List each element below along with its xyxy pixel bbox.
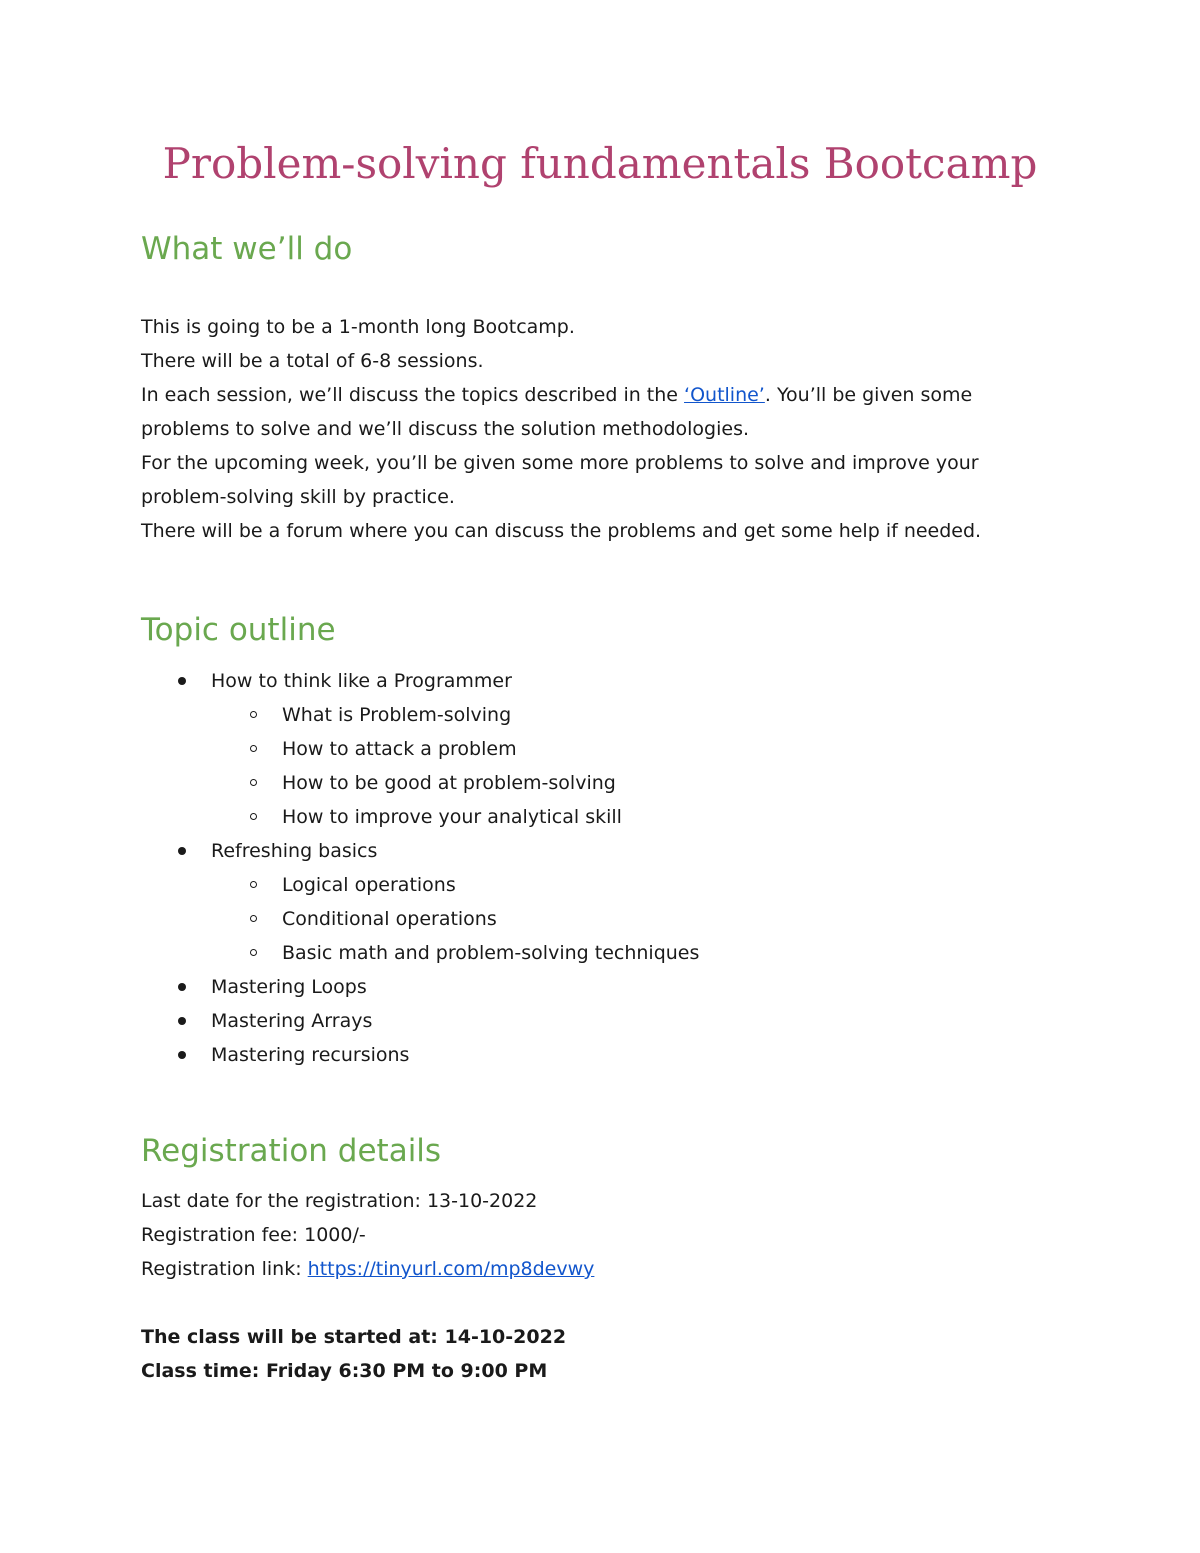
list-item-label: Mastering Loops [211,976,367,998]
list-item [141,664,1041,698]
filled-bullet-icon [178,677,186,685]
registration-link[interactable]: https://tinyurl.com/mp8devwy [307,1258,595,1280]
list-item [141,902,1041,936]
list-item [141,868,1041,902]
intro-line: problem-solving skill by practice. [141,486,455,508]
section-heading-topic-outline: Topic outline [141,612,336,648]
list-item-label: How to think like a Programmer [211,670,512,692]
intro-line: For the upcoming week, you’ll be given some more problems to solve and improve your [141,452,979,474]
list-item [141,800,1041,834]
intro-line: problems to solve and we’ll discuss the solution methodologies. [141,418,750,440]
list-item-label: How to be good at problem-solving [282,772,616,794]
list-item-label: Refreshing basics [211,840,378,862]
section-heading-what-well-do: What we’ll do [141,231,353,267]
outline-link[interactable]: ‘Outline’ [684,384,765,406]
class-time: Class time: Friday 6:30 PM to 9:00 PM [141,1360,548,1382]
hollow-bullet-icon [250,949,257,956]
intro-line: There will be a forum where you can discuss the problems and get some help if needed. [141,520,982,542]
filled-bullet-icon [178,983,186,991]
hollow-bullet-icon [250,813,257,820]
hollow-bullet-icon [250,881,257,888]
list-item [141,1004,1041,1038]
intro-line [141,378,1041,412]
document-title: Problem-solving fundamentals Bootcamp [162,139,1038,188]
section-heading-registration: Registration details [141,1133,442,1169]
filled-bullet-icon [178,1051,186,1059]
intro-text: . You’ll be given some [764,384,973,406]
hollow-bullet-icon [250,779,257,786]
class-start-date: The class will be started at: 14-10-2022 [141,1326,567,1348]
hollow-bullet-icon [250,915,257,922]
registration-link-label: Registration link: [141,1258,308,1280]
list-item-label: Basic math and problem-solving techniques [282,942,700,964]
list-item-label: Mastering Arrays [211,1010,373,1032]
list-item-label: Conditional operations [282,908,497,930]
list-item [141,834,1041,868]
list-item-label: Logical operations [282,874,456,896]
topic-outline-list [141,664,1041,1072]
intro-line: This is going to be a 1-month long Bootcamp. [141,316,575,338]
registration-details [141,1184,1041,1388]
list-item-label: How to attack a problem [282,738,517,760]
registration-fee: Registration fee: 1000/- [141,1224,366,1246]
hollow-bullet-icon [250,745,257,752]
list-item-label: What is Problem-solving [282,704,512,726]
list-item [141,936,1041,970]
list-item [141,1038,1041,1072]
list-item [141,732,1041,766]
list-item [141,766,1041,800]
filled-bullet-icon [178,847,186,855]
intro-paragraph [141,310,1041,548]
list-item-label: Mastering recursions [211,1044,410,1066]
list-item-label: How to improve your analytical skill [282,806,622,828]
intro-line: There will be a total of 6-8 sessions. [141,350,484,372]
intro-text: In each session, we’ll discuss the topics described in the [141,384,685,406]
list-item [141,970,1041,1004]
registration-link-line [141,1252,1041,1286]
spacer [141,1286,1041,1320]
hollow-bullet-icon [250,711,257,718]
registration-last-date: Last date for the registration: 13-10-2022 [141,1190,538,1212]
list-item [141,698,1041,732]
filled-bullet-icon [178,1017,186,1025]
